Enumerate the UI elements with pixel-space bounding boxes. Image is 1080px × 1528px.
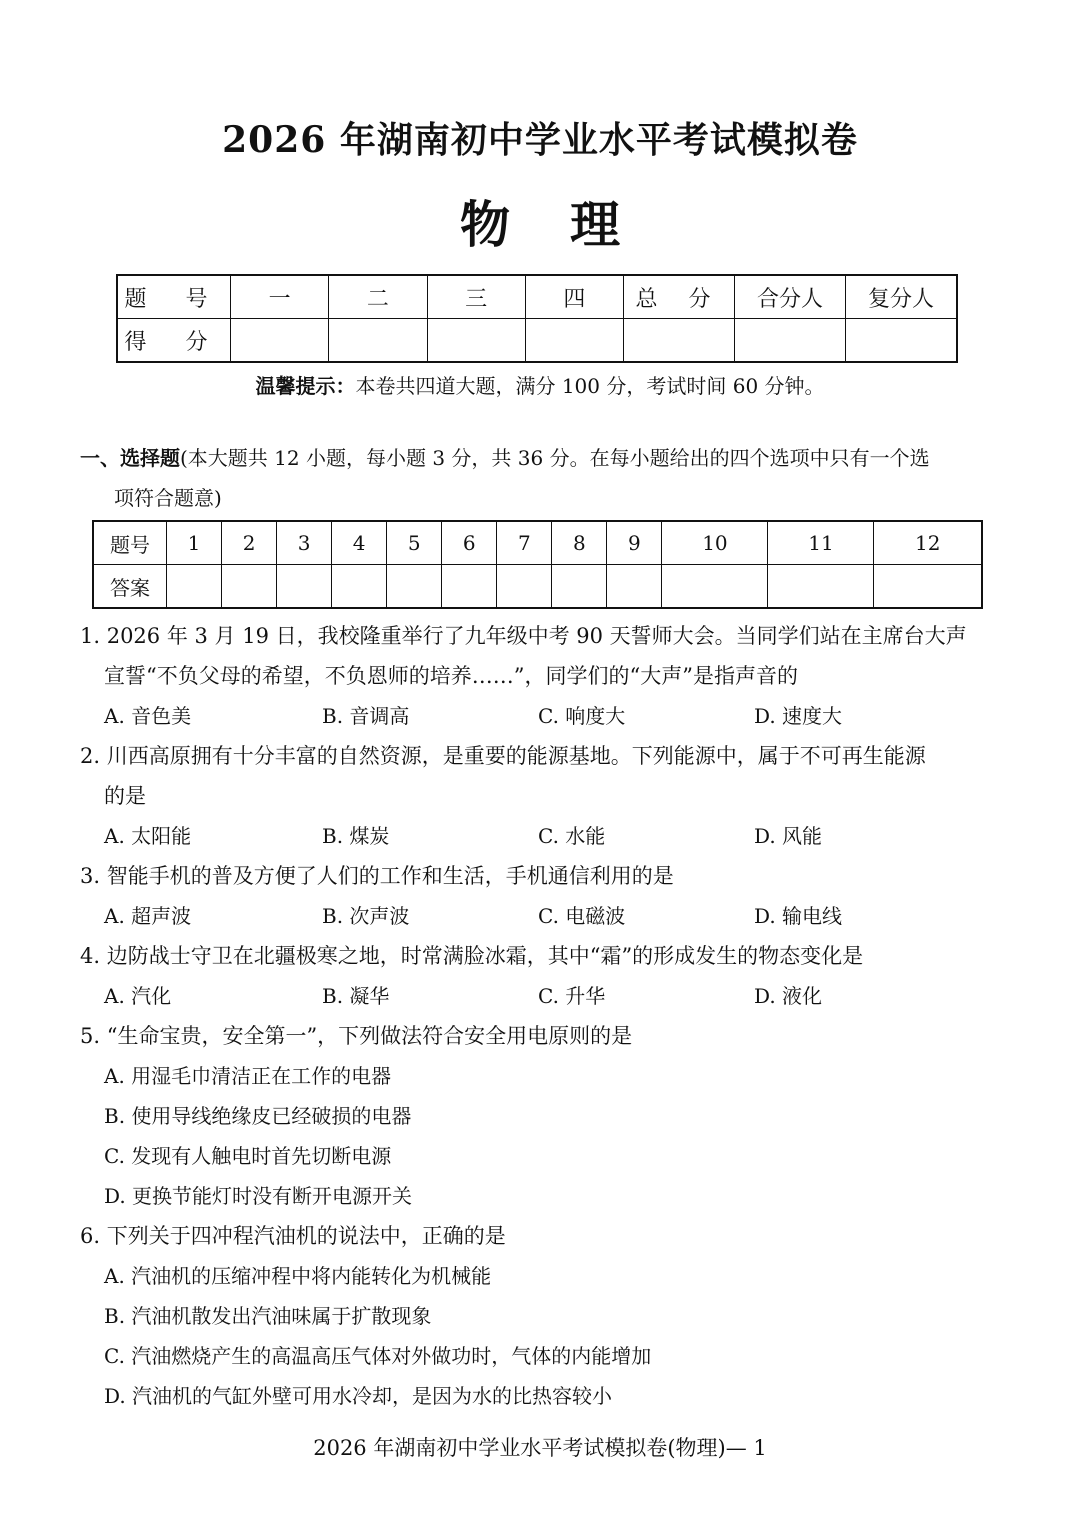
score-header-label: 题 号 xyxy=(117,275,231,319)
tip-text: 本卷共四道大题，满分 100 分，考试时间 60 分钟。 xyxy=(355,374,825,398)
question-2 xyxy=(80,736,1000,816)
question-2-options xyxy=(104,816,984,856)
answer-row-label: 答案 xyxy=(93,565,167,609)
score-header-cell: 一 xyxy=(231,275,329,319)
question-number: 9 xyxy=(607,521,662,565)
exam-title: 2026 年湖南初中学业水平考试模拟卷 xyxy=(222,119,858,161)
question-number: 2 xyxy=(222,521,277,565)
question-number: 1 xyxy=(167,521,222,565)
score-cell[interactable] xyxy=(735,319,846,363)
question-stem-cont: 的是 xyxy=(104,784,146,808)
answer-cell[interactable] xyxy=(768,565,874,609)
answer-cell[interactable] xyxy=(277,565,332,609)
question-1 xyxy=(80,616,1000,696)
tip-line xyxy=(0,370,1080,399)
option[interactable]: B. 汽油机散发出汽油味属于扩散现象 xyxy=(104,1304,432,1328)
option[interactable]: A. 用湿毛巾清洁正在工作的电器 xyxy=(104,1064,392,1088)
option[interactable]: A. 汽油机的压缩冲程中将内能转化为机械能 xyxy=(104,1264,492,1288)
section-desc: (本大题共 12 小题，每小题 3 分，共 36 分。在每小题给出的四个选项中只有一个选 xyxy=(180,446,930,470)
question-number: 5 xyxy=(387,521,442,565)
question-3-options xyxy=(104,896,984,936)
question-number: 6 xyxy=(442,521,497,565)
score-table xyxy=(116,274,958,363)
score-header-cell: 总 分 xyxy=(624,275,735,319)
question-number: 7 xyxy=(497,521,552,565)
score-table-score-row xyxy=(117,319,957,363)
question-stem: 5. “生命宝贵，安全第一”，下列做法符合安全用电原则的是 xyxy=(80,1024,633,1048)
answer-cell[interactable] xyxy=(332,565,387,609)
option[interactable]: B. 使用导线绝缘皮已经破损的电器 xyxy=(104,1104,412,1128)
answer-cell[interactable] xyxy=(662,565,768,609)
score-cell[interactable] xyxy=(329,319,427,363)
question-stem: 3. 智能手机的普及方便了人们的工作和生活，手机通信利用的是 xyxy=(80,864,674,888)
answer-cell[interactable] xyxy=(167,565,222,609)
question-stem-cont: 宣誓“不负父母的希望，不负恩师的培养……”，同学们的“大声”是指声音的 xyxy=(104,664,798,688)
option[interactable]: A. 太阳能 xyxy=(104,824,192,848)
score-cell[interactable] xyxy=(624,319,735,363)
question-number: 4 xyxy=(332,521,387,565)
option[interactable]: D. 风能 xyxy=(754,824,823,848)
question-4-options xyxy=(104,976,984,1016)
score-cell[interactable] xyxy=(846,319,958,363)
answer-cell[interactable] xyxy=(497,565,552,609)
question-1-options xyxy=(104,696,984,736)
section-heading xyxy=(80,438,1000,518)
answer-table-header-row xyxy=(93,521,982,565)
option[interactable]: A. 汽化 xyxy=(104,984,172,1008)
option[interactable]: C. 响度大 xyxy=(538,704,626,728)
question-number: 12 xyxy=(874,521,982,565)
section-desc-cont: 项符合题意) xyxy=(114,486,222,510)
answer-cell[interactable] xyxy=(874,565,982,609)
score-row-label: 得 分 xyxy=(117,319,231,363)
question-4 xyxy=(80,936,1000,976)
score-cell[interactable] xyxy=(427,319,525,363)
option[interactable]: D. 速度大 xyxy=(754,704,843,728)
question-3 xyxy=(80,856,1000,896)
answer-cell[interactable] xyxy=(607,565,662,609)
option[interactable]: B. 凝华 xyxy=(322,984,390,1008)
question-stem: 1. 2026 年 3 月 19 日，我校隆重举行了九年级中考 90 天誓师大会。当同学们站在主席台大声 xyxy=(80,624,967,648)
score-header-cell: 二 xyxy=(329,275,427,319)
option[interactable]: C. 水能 xyxy=(538,824,606,848)
score-cell[interactable] xyxy=(525,319,623,363)
answer-header-label: 题号 xyxy=(93,521,167,565)
question-6 xyxy=(80,1216,1000,1256)
option[interactable]: C. 发现有人触电时首先切断电源 xyxy=(104,1144,392,1168)
question-number: 8 xyxy=(552,521,607,565)
question-number: 11 xyxy=(768,521,874,565)
option[interactable]: D. 更换节能灯时没有断开电源开关 xyxy=(104,1184,413,1208)
score-table-header-row xyxy=(117,275,957,319)
option[interactable]: B. 煤炭 xyxy=(322,824,390,848)
subject-title: 物理 xyxy=(460,195,680,254)
option[interactable]: D. 输电线 xyxy=(754,904,843,928)
score-header-cell: 四 xyxy=(525,275,623,319)
option[interactable]: C. 汽油燃烧产生的高温高压气体对外做功时，气体的内能增加 xyxy=(104,1344,652,1368)
answer-cell[interactable] xyxy=(552,565,607,609)
answer-table xyxy=(92,520,983,609)
score-cell[interactable] xyxy=(231,319,329,363)
section-label: 一、选择题 xyxy=(80,446,180,470)
answer-cell[interactable] xyxy=(442,565,497,609)
tip-label: 温馨提示： xyxy=(255,374,356,398)
answer-cell[interactable] xyxy=(222,565,277,609)
option[interactable]: A. 音色美 xyxy=(104,704,192,728)
option[interactable]: B. 音调高 xyxy=(322,704,410,728)
option[interactable]: C. 升华 xyxy=(538,984,606,1008)
answer-cell[interactable] xyxy=(387,565,442,609)
score-header-cell: 复分人 xyxy=(846,275,958,319)
answer-table-answer-row xyxy=(93,565,982,609)
option[interactable]: A. 超声波 xyxy=(104,904,192,928)
question-number: 3 xyxy=(277,521,332,565)
question-stem: 6. 下列关于四冲程汽油机的说法中，正确的是 xyxy=(80,1224,506,1248)
question-stem: 2. 川西高原拥有十分丰富的自然资源，是重要的能源基地。下列能源中，属于不可再生能源 xyxy=(80,744,926,768)
score-header-cell: 合分人 xyxy=(735,275,846,319)
score-header-cell: 三 xyxy=(427,275,525,319)
option[interactable]: B. 次声波 xyxy=(322,904,410,928)
page-footer: 2026 年湖南初中学业水平考试模拟卷(物理)— 1 xyxy=(313,1436,767,1460)
option[interactable]: C. 电磁波 xyxy=(538,904,626,928)
question-number: 10 xyxy=(662,521,768,565)
question-5 xyxy=(80,1016,1000,1056)
option[interactable]: D. 液化 xyxy=(754,984,823,1008)
option[interactable]: D. 汽油机的气缸外壁可用水冷却，是因为水的比热容较小 xyxy=(104,1384,613,1408)
question-stem: 4. 边防战士守卫在北疆极寒之地，时常满脸冰霜，其中“霜”的形成发生的物态变化是 xyxy=(80,944,864,968)
